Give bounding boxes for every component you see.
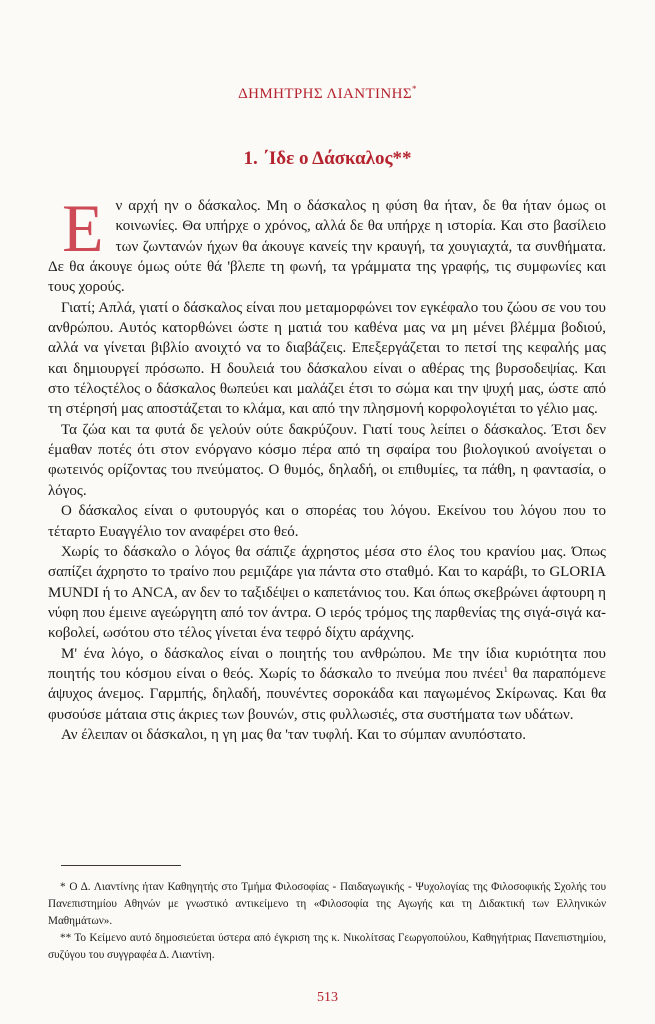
paragraph-text: Μ' ένα λόγο, ο δάσκαλος είναι ο ποιητής του ανθρώπου. Με την ίδια κυριότητα που ποιητής του κόσμου είναι ο θεός. Χωρίς το δάσκαλο το πνεύμα που πνέει — [48, 645, 606, 682]
footnotes — [48, 879, 606, 964]
drop-cap: Ε — [62, 190, 104, 266]
paragraph-text: ν αρχή ην ο δάσκαλος. Μη ο δάσκαλος η φύση θα ήταν, δε θα ήταν όμως οι κοινωνίες. Θα υπήρχε ο χρόνος, αλλά δε θα υπήρχε η ιστορία. Και στο βασίλειο των ζωντανών ήχων θα άκουγε κανείς την κραυγή, τα χουγιαχτά, τα συνθήματα. Δε θα άκουγε όμως ούτε θά 'βλεπε τη φωνή, τα γράμματα της γραφής, τις συμφωνίες και τους χορούς. — [48, 198, 606, 296]
paragraph-1 — [48, 190, 606, 298]
author-name: ΔΗΜΗΤΡΗΣ ΛΙΑΝΤΙΝΗΣ — [238, 86, 413, 102]
paragraph-4: Ο δάσκαλος είναι ο φυτουργός και ο σπορέας του λόγου. Εκείνου του λόγου που το τέταρτο Ευαγγέλιο τον αναφέρει στο θεό. — [48, 503, 606, 540]
author-footnote-mark: * — [412, 84, 417, 94]
footnote-2: ** Το Κείμενο αυτό δημοσιεύεται ύστερα από έγκριση της κ. Νικολίτσας Γεωργοπούλου, Καθηγήτριας Πανεπιστημίου, συζύγου του συγγραφέα Δ. Λιαντίνη. — [48, 932, 606, 961]
footnote-reference: 1 — [503, 664, 508, 674]
paragraph-2: Γιατί; Απλά, γιατί ο δάσκαλος είναι που μεταμορφώνει τον εγκέφαλο του ζώου σε νου του ανθρώπου. Αυτός κατορθώνει ώστε η ματιά του καθένα μας να μη μένει βλέμμα βοδιού, αλλά να γίνεται βιβλίο ανοιχτό να το διαβάζεις. Επεξεργάζεται το πετσί της κεφαλής μας και δημιουργεί πρόσωπο. Η δουλειά του δάσκαλου είναι ο αθέρας της βυρσοδεψίας. Και στο τέλοςτέλος ο δάσκαλος θωπεύει και μαλάζει έτσι το σώμα και την ψυχή μας, ώστε από τη στέρησή μας αποστάζεται το κλάμα, και από την πλησμονή κορφολογιέται το γέλιο μας. — [48, 299, 606, 418]
page-number: 513 — [317, 990, 338, 1005]
footnote-1: * Ο Δ. Λιαντίνης ήταν Καθηγητής στο Τμήμα Φιλοσοφίας - Παιδαγωγικής - Ψυχολογίας της Φιλοσοφικής Σχολής του Πανεπιστημίου Αθηνών με γνωστικό αντικείμενο τη «Φιλοσοφία της Αγωγής και τη Διδακτική των Ελληνικών Μαθημάτων». — [48, 881, 606, 927]
paragraph-5: Χωρίς το δάσκαλο ο λόγος θα σάπιζε άχρηστος μέσα στο έλος του κρανίου μας. Όπως σαπίζει άχρηστο το τραίνο που ρεμιζάρε για πάντα στο σταθμό. Και το καράβι, το GLORIA MUNDI ή το ANCA, αν δεν το ταξιδέψει ο καπετάνιος του. Και όπως σκεβρώνει άφτουρη η νύφη που έμεινε αγεώργητη από τον άντρα. Ο ιερός τρόμος της παρθενίας της σιγά-σιγά κακοβολεί, ωσότου στο τέλος γίνεται ένα τεφρό δίχτυ αράχνης. — [48, 543, 606, 642]
paragraph-7: Αν έλειπαν οι δάσκαλοι, η γη μας θα 'ταν τυφλή. Και το σύμπαν ανυπόστατο. — [61, 726, 527, 743]
footnote-divider — [61, 865, 181, 866]
author-heading — [0, 84, 655, 103]
paragraph-3: Τα ζώα και τα φυτά δε γελούν ούτε δακρύζουν. Γιατί τους λείπει ο δάσκαλος. Έτσι δεν έμαθαν ποτές ότι στον ενόργανο κόσμο πέρα από τη σφαίρα του βιολογικού ανοίγεται ο φωτεινός ορίζοντας του πνεύματος. Ο θυμός, δηλαδή, οι επιθυμίες, τα πάθη, η φαντασία, ο λόγος. — [48, 421, 606, 499]
paragraph-text: θα παραπόμενε άψυχος άνεμος. Γαρμπής, δηλαδή, πουνέντες σοροκάδα και παγωμένος Σκίρωνας. Και θα φυσούσε μάταια στις άκριες των βουνών, στις φυλλωσιές, στα συστήματα των υδάτων. — [48, 665, 606, 723]
article-body — [48, 190, 606, 745]
article-title: 1. ΄Ιδε ο Δάσκαλος** — [243, 148, 412, 169]
paragraph-6 — [48, 644, 606, 725]
